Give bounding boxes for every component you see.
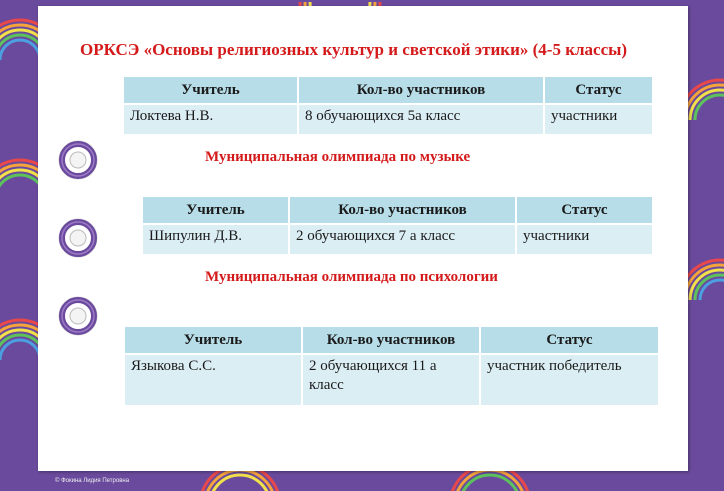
table-psychology bbox=[123, 325, 660, 407]
cell-teacher: Локтева Н.В. bbox=[123, 104, 298, 135]
main-title: ОРКСЭ «Основы религиозных культур и светской этики» (4-5 классы) bbox=[80, 40, 628, 59]
header-status: Статус bbox=[480, 326, 659, 354]
table-row bbox=[123, 104, 653, 135]
copyright-text: © Фокина Лидия Петровна bbox=[55, 478, 130, 484]
header-participants: Кол-во участников bbox=[289, 196, 516, 224]
ring-icon bbox=[56, 294, 100, 338]
section-title-music: Муниципальная олимпиада по музыке bbox=[205, 149, 471, 165]
ring-icon bbox=[56, 138, 100, 182]
header-teacher: Учитель bbox=[124, 326, 302, 354]
header-participants: Кол-во участников bbox=[298, 76, 544, 104]
table-header-row bbox=[142, 196, 653, 224]
header-teacher: Учитель bbox=[123, 76, 298, 104]
cell-status: участники bbox=[516, 224, 653, 255]
table-music bbox=[141, 195, 654, 256]
header-teacher: Учитель bbox=[142, 196, 289, 224]
ring-icon bbox=[56, 216, 100, 260]
cell-teacher: Шипулин Д.В. bbox=[142, 224, 289, 255]
table-header-row bbox=[123, 76, 653, 104]
cell-teacher: Языкова С.С. bbox=[124, 354, 302, 406]
cell-participants: 2 обучающихся 11 а класс bbox=[302, 354, 480, 406]
section-title-psychology: Муниципальная олимпиада по психологии bbox=[205, 269, 498, 285]
header-status: Статус bbox=[544, 76, 653, 104]
header-status: Статус bbox=[516, 196, 653, 224]
table-orkse bbox=[122, 75, 654, 136]
cell-participants: 8 обучающихся 5а класс bbox=[298, 104, 544, 135]
cell-status: участники bbox=[544, 104, 653, 135]
table-row bbox=[124, 354, 659, 406]
header-participants: Кол-во участников bbox=[302, 326, 480, 354]
cell-participants: 2 обучающихся 7 а класс bbox=[289, 224, 516, 255]
cell-status: участник победитель bbox=[480, 354, 659, 406]
table-header-row bbox=[124, 326, 659, 354]
table-row bbox=[142, 224, 653, 255]
